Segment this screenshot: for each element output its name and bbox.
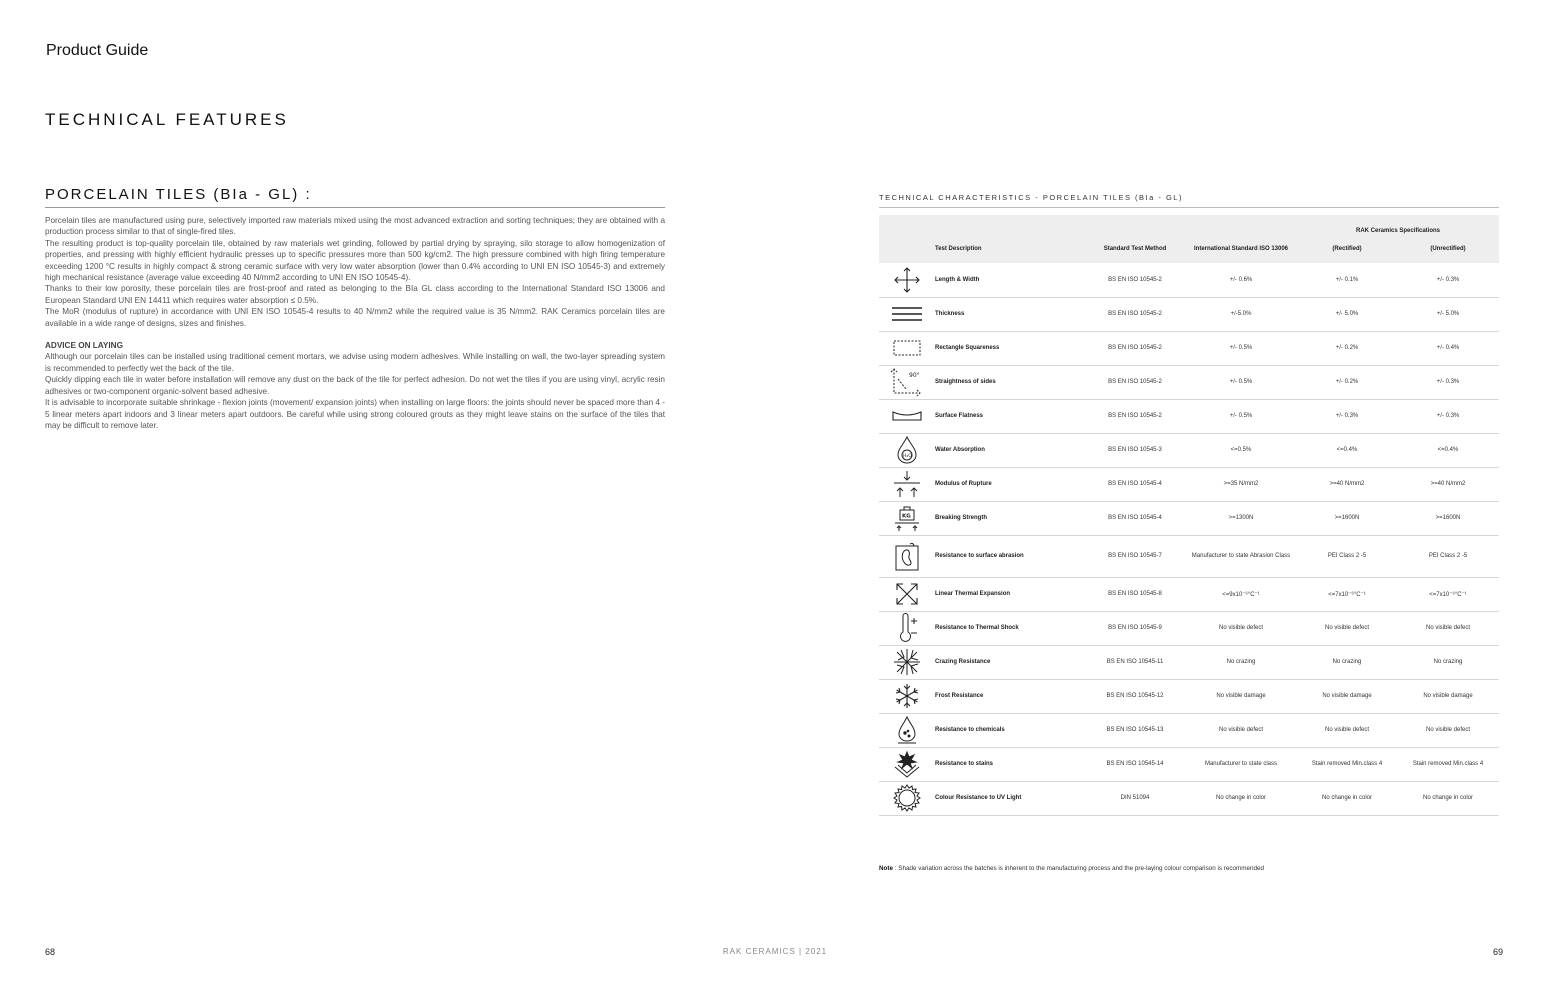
col-test-description: Test Description	[935, 246, 982, 252]
stain-icon	[892, 749, 922, 779]
test-method: BS EN ISO 10545-14	[1085, 747, 1185, 781]
test-description: Breaking Strength	[935, 501, 1085, 535]
snowflake-icon	[893, 682, 921, 710]
advice-paragraph: Quickly dipping each tile in water before installation will remove any dust on the back of the tile for perfect adhesion. Do not wet the tiles if you are using vinyl, acrylic resin adhesives or two-component organic-solvent based adhesive.	[45, 375, 665, 396]
table-row	[879, 263, 1499, 297]
section-title: TECHNICAL FEATURES	[45, 110, 289, 129]
footer-brand: RAK CERAMICS | 2021	[722, 947, 828, 956]
test-description: Water Absorption	[935, 433, 1085, 467]
rectified-value: No visible defect	[1297, 611, 1397, 645]
kg-label: KG	[902, 513, 911, 520]
col-standard-method: Standard Test Method	[1103, 246, 1167, 252]
test-description: Modulus of Rupture	[935, 467, 1085, 501]
table-row	[879, 433, 1499, 467]
note	[879, 865, 1264, 872]
col-unrectified: (Unrectified)	[1430, 246, 1466, 252]
test-description: Colour Resistance to UV Light	[935, 781, 1085, 815]
expansion-arrows-icon	[893, 580, 921, 608]
iso-value: No visible defect	[1185, 611, 1297, 645]
col-iso-13006: International Standard ISO 13006	[1193, 246, 1289, 252]
foot-abrasion-icon	[892, 540, 922, 572]
table-row	[879, 331, 1499, 365]
porosity-paragraph: Thanks to their low porosity, these porcelain tiles are frost-proof and rated as belonging to the BIa GL class according to the International Standard ISO 13006 and European Standard UNI EN 14411 which requires water absorption ≤ 0.5%.	[45, 284, 665, 305]
unrectified-value: +/- 5.0%	[1397, 297, 1499, 331]
test-method: BS EN ISO 10545-8	[1085, 577, 1185, 611]
unrectified-value: >=40 N/mm2	[1397, 467, 1499, 501]
table-row	[879, 713, 1499, 747]
unrectified-value: +/- 0.4%	[1397, 331, 1499, 365]
test-description: Linear Thermal Expansion	[935, 577, 1085, 611]
unrectified-value: +/- 0.3%	[1397, 263, 1499, 297]
unrectified-value: No visible defect	[1397, 713, 1499, 747]
arrows-cross-icon	[893, 266, 921, 294]
test-method: BS EN ISO 10545-3	[1085, 433, 1185, 467]
rectified-value: No change in color	[1297, 781, 1397, 815]
right-angle-icon	[890, 367, 924, 397]
table-row	[879, 747, 1499, 781]
rectified-value: No visible defect	[1297, 713, 1397, 747]
table-row	[879, 297, 1499, 331]
table-row	[879, 679, 1499, 713]
page-number-right: 69	[1493, 947, 1504, 957]
table-row	[879, 365, 1499, 399]
rectified-value: >=1600N	[1297, 501, 1397, 535]
rectified-value: <=7x10⁻⁶°C⁻¹	[1297, 577, 1397, 611]
characteristics-table	[879, 215, 1499, 816]
iso-value: +/- 0.5%	[1185, 331, 1297, 365]
sun-uv-icon	[892, 783, 922, 813]
test-method: BS EN ISO 10545-7	[1085, 535, 1185, 577]
intro-paragraph: Porcelain tiles are manufactured using pure, selectively imported raw materials mixed using the most advanced extraction and sorting techniques; they are obtained with a production process similar to that of single-fired tiles.	[45, 216, 665, 237]
test-description: Length & Width	[935, 263, 1085, 297]
dashed-rectangle-icon	[892, 339, 922, 357]
unrectified-value: No visible damage	[1397, 679, 1499, 713]
rak-spec-header: RAK Ceramics Specifications	[1355, 228, 1441, 234]
crazing-icon	[892, 647, 922, 677]
table-row	[879, 781, 1499, 815]
rectified-value: Stain removed Min.class 4	[1297, 747, 1397, 781]
iso-value: Manufacturer to state Abrasion Class	[1185, 535, 1297, 577]
col-rectified: (Rectified)	[1332, 246, 1362, 252]
test-method: BS EN ISO 10545-4	[1085, 501, 1185, 535]
iso-value: +/-5.0%	[1185, 297, 1297, 331]
unrectified-value: Stain removed Min.class 4	[1397, 747, 1499, 781]
iso-value: No change in color	[1185, 781, 1297, 815]
unrectified-value: >=1600N	[1397, 501, 1499, 535]
unrectified-value: <=7x10⁻⁶°C⁻¹	[1397, 577, 1499, 611]
rectified-value: <=0.4%	[1297, 433, 1397, 467]
curved-surface-icon	[891, 409, 923, 423]
porcelain-tiles-heading: PORCELAIN TILES (BIa - GL) :	[45, 186, 665, 208]
test-method: DIN 51094	[1085, 781, 1185, 815]
iso-value: No visible damage	[1185, 679, 1297, 713]
test-description: Frost Resistance	[935, 679, 1085, 713]
table-row	[879, 501, 1499, 535]
iso-value: >=1300N	[1185, 501, 1297, 535]
advice-heading: ADVICE ON LAYING	[45, 341, 123, 351]
test-method: BS EN ISO 10545-4	[1085, 467, 1185, 501]
rectified-value: +/- 0.2%	[1297, 331, 1397, 365]
iso-value: <=0.5%	[1185, 433, 1297, 467]
mor-paragraph: The MoR (modulus of rupture) in accordance with UNI EN ISO 10545-4 results to 40 N/mm2 while the required value is 35 N/mm2. RAK Ceramics porcelain tiles are available in a wide range of designs, sizes and finishes.	[45, 307, 665, 328]
test-description: Resistance to Thermal Shock	[935, 611, 1085, 645]
advice-paragraph: It is advisable to incorporate suitable shrinkage - flexion joints (movement/ expansion joints) when installing on large floors: the joints should never be spaced more than 4 - 5 linear meters apart indoors and 3 linear meters apart outdoors. Be careful while using strong coloured grouts as they might leave stains on the surface of the tiles that may be difficult to remove later.	[45, 398, 665, 430]
unrectified-value: +/- 0.3%	[1397, 399, 1499, 433]
test-description: Resistance to chemicals	[935, 713, 1085, 747]
rectified-value: +/- 5.0%	[1297, 297, 1397, 331]
chemical-drop-icon	[894, 715, 920, 745]
test-method: BS EN ISO 10545-2	[1085, 263, 1185, 297]
rectified-value: +/- 0.2%	[1297, 365, 1397, 399]
test-method: BS EN ISO 10545-11	[1085, 645, 1185, 679]
guide-title: Product Guide	[46, 42, 149, 59]
table-title: TECHNICAL CHARACTERISTICS - PORCELAIN TILES (BIa - GL)	[879, 193, 1499, 208]
thermometer-icon	[893, 613, 921, 643]
table-row	[879, 535, 1499, 577]
iso-value: No visible defect	[1185, 713, 1297, 747]
water-label: H₂O	[903, 454, 912, 459]
rupture-arrows-icon	[892, 469, 922, 499]
note-text: : Shade variation across the batches is inherent to the manufacturing process and the pre-laying colour comparison is recommended	[893, 865, 1265, 872]
water-drop-icon	[894, 435, 920, 465]
test-method: BS EN ISO 10545-13	[1085, 713, 1185, 747]
unrectified-value: <=0.4%	[1397, 433, 1499, 467]
iso-value: +/- 0.5%	[1185, 399, 1297, 433]
rectified-value: No crazing	[1297, 645, 1397, 679]
table-row	[879, 577, 1499, 611]
technical-characteristics	[879, 193, 1499, 816]
unrectified-value: No visible defect	[1397, 611, 1499, 645]
iso-value: Manufacturer to state class	[1185, 747, 1297, 781]
iso-value: +/- 0.5%	[1185, 365, 1297, 399]
unrectified-value: No crazing	[1397, 645, 1499, 679]
rectified-value: +/- 0.3%	[1297, 399, 1397, 433]
unrectified-value: PEI Class 2 -5	[1397, 535, 1499, 577]
rectified-value: PEI Class 2 -5	[1297, 535, 1397, 577]
page-number-left: 68	[45, 947, 56, 957]
table-row	[879, 467, 1499, 501]
test-description: Resistance to surface abrasion	[935, 535, 1085, 577]
test-method: BS EN ISO 10545-12	[1085, 679, 1185, 713]
thickness-lines-icon	[891, 305, 923, 323]
angle-label: 90°	[909, 372, 920, 379]
porcelain-tiles-section	[45, 186, 665, 431]
rectified-value: +/- 0.1%	[1297, 263, 1397, 297]
test-description: Rectangle Squareness	[935, 331, 1085, 365]
note-label: Note	[879, 865, 893, 872]
table-row	[879, 611, 1499, 645]
rectified-value: >=40 N/mm2	[1297, 467, 1397, 501]
unrectified-value: No change in color	[1397, 781, 1499, 815]
test-description: Resistance to stains	[935, 747, 1085, 781]
iso-value: >=35 N/mm2	[1185, 467, 1297, 501]
test-description: Straightness of sides	[935, 365, 1085, 399]
iso-value: <=9x10⁻⁶°C⁻¹	[1185, 577, 1297, 611]
weight-kg-icon	[892, 503, 922, 533]
process-paragraph: The resulting product is top-quality porcelain tile, obtained by raw materials wet grinding, followed by partial drying by spraying, silo storage to allow homogenization of properties, and pressing with highly efficient hydraulic presses up to specific pressures more than 500 kg/cm2. The high pressure combined with high firing temperature exceeding 1200 °C results in highly compact & strong ceramic surface with very low water absorption (lower than 0.4% according to UNI EN ISO 10545-3) and extremely high mechanical resistance (average value exceeding 40 N/mm2 according to UNI EN ISO 10545-4).	[45, 238, 665, 283]
test-description: Thickness	[935, 297, 1085, 331]
test-description: Surface Flatness	[935, 399, 1085, 433]
test-method: BS EN ISO 10545-2	[1085, 365, 1185, 399]
test-method: BS EN ISO 10545-2	[1085, 331, 1185, 365]
test-method: BS EN ISO 10545-9	[1085, 611, 1185, 645]
test-method: BS EN ISO 10545-2	[1085, 297, 1185, 331]
advice-paragraph: Although our porcelain tiles can be installed using traditional cement mortars, we advise using modern adhesives. While installing on wall, the two-layer spreading system is recommended to perfectly wet the back of the tile.	[45, 352, 665, 373]
table-row	[879, 645, 1499, 679]
unrectified-value: +/- 0.3%	[1397, 365, 1499, 399]
rectified-value: No visible damage	[1297, 679, 1397, 713]
iso-value: No crazing	[1185, 645, 1297, 679]
test-method: BS EN ISO 10545-2	[1085, 399, 1185, 433]
iso-value: +/- 0.6%	[1185, 263, 1297, 297]
test-description: Crazing Resistance	[935, 645, 1085, 679]
table-row	[879, 399, 1499, 433]
